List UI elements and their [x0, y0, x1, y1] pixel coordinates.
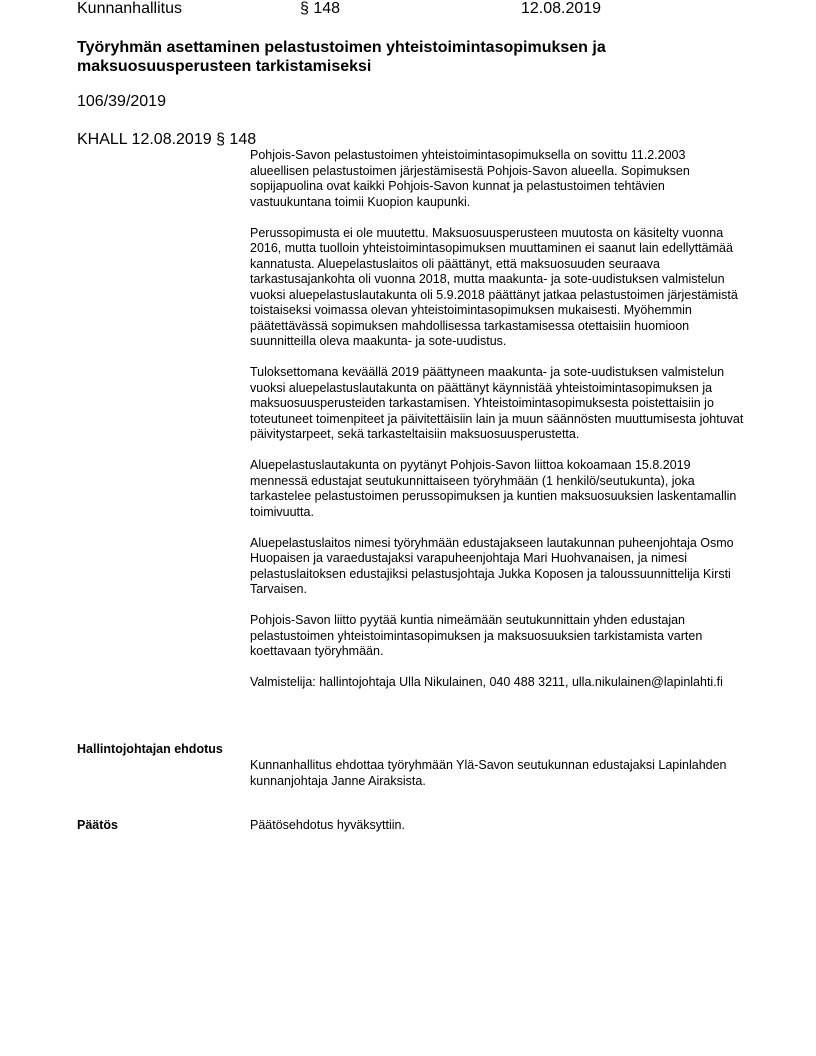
- document-body: [250, 148, 745, 706]
- header-date: 12.08.2019: [521, 0, 602, 17]
- paragraph: Perussopimusta ei ole muutettu. Maksuosuusperusteen muutosta on käsitelty vuonna 2016, mutta tuolloin yhteistoimintasopimuksen muuttaminen ei saanut lain edellyttämää kannatusta. Aluepelastuslaitos oli päättänyt, että maksuosuuden seuraava tarkastusajankohta oli vuonna 2018, mutta maakunta- ja sote-uudistuksen valmistelun vuoksi aluepelastuslautakunta oli 5.9.2018 päättänyt jatkaa pelastustoimen järjestämistä toistaiseksi voimassa olevan yhteistoimintasopimuksen mukaisesti. Myöhemmin päätettävässä sopimuksen mahdollisessa tarkastamisessa otettaisiin huomioon suunnitteilla oleva maakunta- ja sote-uudistus.: [250, 225, 738, 348]
- paragraph: Tuloksettomana keväällä 2019 päättyneen maakunta- ja sote-uudistuksen valmistelun vuoksi aluepelastuslautakunta on päättänyt käynnistää yhteistoimintasopimuksen ja maksuosuusperusteiden tarkastamisen. Yhteistoimintasopimuksesta poistettaisiin jo toteutuneet toimenpiteet ja päivitettäisiin lain ja muun säännösten muuttumisesta johtuvat päivitystarpeet, sekä tarkasteltaisiin maksuosuusperustetta.: [250, 365, 744, 441]
- paragraph: Aluepelastuslautakunta on pyytänyt Pohjois-Savon liittoa kokoamaan 15.8.2019 mennessä edustajat seutukunnittaiseen työryhmään (1 henkilö/seutukunta), joka tarkastelee pelastustoimen perussopimuksen ja kuntien maksuosuuksien laskentamallin toimivuutta.: [250, 458, 737, 519]
- header-section-number: § 148: [300, 0, 341, 17]
- proposal-label: Hallintojohtajan ehdotus: [77, 742, 223, 756]
- preparer-contact: Valmistelija: hallintojohtaja Ulla Nikulainen, 040 488 3211, ulla.nikulainen@lapinlahti.fi: [250, 675, 723, 689]
- record-number: 106/39/2019: [77, 93, 166, 110]
- decision-label: Päätös: [77, 818, 118, 832]
- paragraph: Pohjois-Savon pelastustoimen yhteistoimintasopimuksella on sovittu 11.2.2003 alueellisen pelastustoimen järjestämisestä Pohjois-Savon alueella. Sopimuksen sopijapuolina ovat kaikki Pohjois-Savon kunnat ja pelastustoimen tehtävien vastuukuntana toimii Kuopion kaupunki.: [250, 148, 690, 209]
- header-body-name: Kunnanhallitus: [77, 0, 182, 17]
- paragraph: Aluepelastuslaitos nimesi työryhmään edustajakseen lautakunnan puheenjohtaja Osmo Huopaisen ja varaedustajaksi varapuheenjohtaja Mari Huohvanaisen, ja nimesi pelastuslaitoksen edustajiksi pelastusjohtaja Jukka Koposen ja taloussuunnittelija Kirsti Tarvaisen.: [250, 535, 734, 596]
- decision-text: Päätösehdotus hyväksyttiin.: [250, 818, 405, 832]
- paragraph: Pohjois-Savon liitto pyytää kuntia nimeämään seutukunnittain yhden edustajan pelastustoimen yhteistoimintasopimuksen ja maksuosuuksien tarkistamista varten koettavaan työryhmään.: [250, 613, 703, 658]
- meeting-reference: KHALL 12.08.2019 § 148: [77, 131, 257, 148]
- document-title: Työryhmän asettaminen pelastustoimen yhteistoimintasopimuksen ja maksuosuusperusteen tarkistamiseksi: [77, 39, 606, 75]
- proposal-text: Kunnanhallitus ehdottaa työryhmään Ylä-Savon seutukunnan edustajaksi Lapinlahden kunnanjohtaja Janne Airaksista.: [250, 758, 727, 788]
